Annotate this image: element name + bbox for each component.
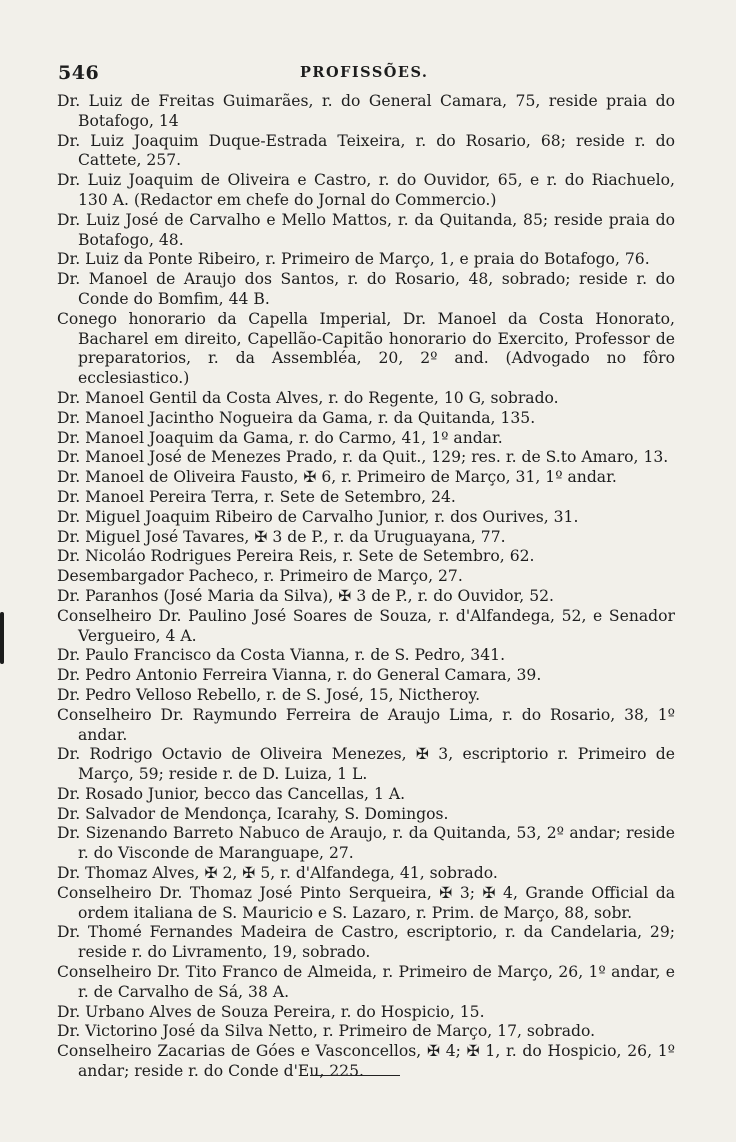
page-header	[0, 0, 736, 90]
directory-list	[57, 92, 675, 1082]
directory-entry: Dr. Luiz da Ponte Ribeiro, r. Primeiro de Março, 1, e praia do Botafogo, 76.	[57, 250, 650, 269]
directory-entry: Conselheiro Dr. Tito Franco de Almeida, r. Primeiro de Março, 26, 1º andar, e r. de Carvalho de Sá, 38 A.	[57, 963, 675, 1001]
directory-entry: Conego honorario da Capella Imperial, Dr. Manoel da Costa Honorato, Bacharel em direito, Capellão-Capitão honorario do Exercito, Professor de preparatorios, r. da Assembléa, 20, 2º and. (Advogado no fôro ecclesiastico.)	[57, 309, 675, 388]
directory-entry: Dr. Pedro Antonio Ferreira Vianna, r. do General Camara, 39.	[57, 666, 542, 685]
directory-entry: Dr. Luiz José de Carvalho e Mello Mattos, r. da Quitanda, 85; reside praia do Botafogo, 48.	[57, 210, 675, 249]
directory-entry: Dr. Salvador de Mendonça, Icarahy, S. Domingos.	[57, 804, 449, 823]
directory-entry: Conselheiro Dr. Paulino José Soares de Souza, r. d'Alfandega, 52, e Senador Vergueiro, 4 A.	[57, 606, 675, 645]
page-number: 546	[58, 62, 100, 84]
directory-entry: Dr. Luiz Joaquim de Oliveira e Castro, r. do Ouvidor, 65, e r. do Riachuelo, 130 A. (Redactor em chefe do Jornal do Commercio.)	[57, 171, 675, 209]
directory-entry: Dr. Manoel Jacintho Nogueira da Gama, r. da Quitanda, 135.	[57, 408, 536, 427]
directory-entry: Dr. Luiz de Freitas Guimarães, r. do General Camara, 75, reside praia do Botafogo, 14	[57, 92, 675, 130]
directory-entry: Dr. Manoel José de Menezes Prado, r. da Quit., 129; res. r. de S.to Amaro, 13.	[57, 448, 669, 467]
margin-mark	[0, 612, 4, 664]
directory-entry: Dr. Manoel de Oliveira Fausto, ✠ 6, r. Primeiro de Março, 31, 1º andar.	[57, 468, 617, 487]
directory-entry: Dr. Sizenando Barreto Nabuco de Araujo, r. da Quitanda, 53, 2º andar; reside r. do Visconde de Maranguape, 27.	[57, 824, 675, 863]
directory-entry: Dr. Miguel Joaquim Ribeiro de Carvalho Junior, r. dos Ourives, 31.	[57, 507, 579, 526]
directory-entry: Dr. Urbano Alves de Souza Pereira, r. do Hospicio, 15.	[57, 1002, 485, 1021]
directory-entry: Dr. Rodrigo Octavio de Oliveira Menezes, ✠ 3, escriptorio r. Primeiro de Março, 59; reside r. de D. Luiza, 1 L.	[57, 745, 675, 784]
directory-entry: Dr. Manoel Pereira Terra, r. Sete de Setembro, 24.	[57, 487, 456, 506]
directory-entry: Conselheiro Zacarias de Góes e Vasconcellos, ✠ 4; ✠ 1, r. do Hospicio, 26, 1º andar; reside r. do Conde d'Eu, 225.	[57, 1042, 675, 1081]
directory-entry: Dr. Miguel José Tavares, ✠ 3 de P., r. da Uruguayana, 77.	[57, 527, 506, 546]
directory-entry: Dr. Manoel Gentil da Costa Alves, r. do Regente, 10 G, sobrado.	[57, 388, 559, 407]
directory-entry: Dr. Rosado Junior, becco das Cancellas, 1 A.	[57, 784, 406, 803]
closing-rule	[310, 1075, 400, 1076]
directory-entry: Dr. Luiz Joaquim Duque-Estrada Teixeira, r. do Rosario, 68; reside r. do Cattete, 257.	[57, 131, 675, 170]
directory-entry: Dr. Pedro Velloso Rebello, r. de S. José, 15, Nictheroy.	[57, 685, 481, 704]
directory-entry: Desembargador Pacheco, r. Primeiro de Março, 27.	[57, 567, 463, 586]
directory-entry: Dr. Paulo Francisco da Costa Vianna, r. de S. Pedro, 341.	[57, 646, 506, 665]
directory-entry: Conselheiro Dr. Thomaz José Pinto Serqueira, ✠ 3; ✠ 4, Grande Official da ordem italiana de S. Mauricio e S. Lazaro, r. Prim. de Março, 88, sobr.	[57, 883, 675, 922]
directory-entry: Dr. Thomaz Alves, ✠ 2, ✠ 5, r. d'Alfandega, 41, sobrado.	[57, 864, 498, 883]
directory-entry: Dr. Paranhos (José Maria da Silva), ✠ 3 de P., r. do Ouvidor, 52.	[57, 586, 554, 605]
directory-entry: Conselheiro Dr. Raymundo Ferreira de Araujo Lima, r. do Rosario, 38, 1º andar.	[57, 705, 675, 744]
directory-entry: Dr. Thomé Fernandes Madeira de Castro, escriptorio, r. da Candelaria, 29; reside r. do Livramento, 19, sobrado.	[57, 923, 675, 962]
directory-entry: Dr. Nicoláo Rodrigues Pereira Reis, r. Sete de Setembro, 62.	[57, 547, 535, 566]
directory-entry: Dr. Victorino José da Silva Netto, r. Primeiro de Março, 17, sobrado.	[57, 1022, 596, 1041]
running-title: PROFISSÕES.	[300, 64, 429, 81]
directory-entry: Dr. Manoel de Araujo dos Santos, r. do Rosario, 48, sobrado; reside r. do Conde do Bomfim, 44 B.	[57, 270, 675, 308]
directory-entry: Dr. Manoel Joaquim da Gama, r. do Carmo, 41, 1º andar.	[57, 428, 503, 447]
